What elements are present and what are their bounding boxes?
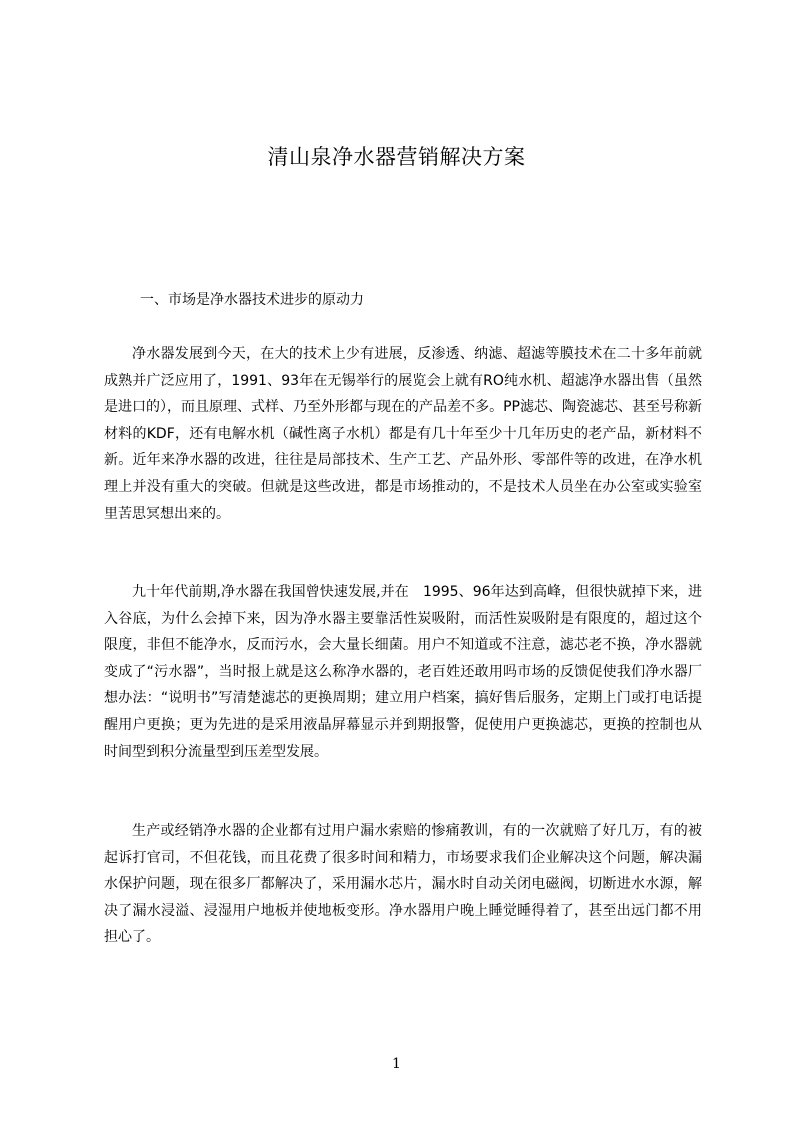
- document-title: 清山泉净水器营销解决方案: [267, 145, 526, 169]
- section-heading: 一、市场是净水器技术进步的原动力: [140, 292, 364, 308]
- page-number: 1: [392, 1056, 401, 1072]
- paragraph-3: 生产或经销净水器的企业都有过用户漏水索赔的惨痛教训，有的一次就赔了好几万，有的被起诉打官司，不但花钱，而且花费了很多时间和精力，市场要求我们企业解决这个问题，解决漏水保护问题，现在很多厂都解决了，采用漏水芯片，漏水时自动关闭电磁阀，切断进水水源，解决了漏水浸溢、浸湿用户地板并使地板变形。净水器用户晚上睡觉睡得着了，甚至出远门都不用担心了。: [104, 823, 702, 946]
- paragraph-2: 九十年代前期,净水器在我国曾快速发展,并在 1995、96年达到高峰，但很快就掉下来，进入谷底，为什么会掉下来，因为净水器主要靠活性炭吸附，而活性炭吸附是有限度的，超过这个限度，非但不能净水，反而污水，会大量长细菌。用户不知道或不注意，滤芯老不换，净水器就变成了“污水器”，当时报上就是这么称净水器的，老百姓还敢用吗市场的反馈促使我们净水器厂想办法：“说明书”写清楚滤芯的更换周期；建立用户档案，搞好售后服务，定期上门或打电话提醒用户更换；更为先进的是采用液晶屏幕显示并到期报警，促使用户更换滤芯，更换的控制也从时间型到积分流量型到压差型发展。: [104, 584, 702, 760]
- paragraph-1: 净水器发展到今天，在大的技术上少有进展，反渗透、纳滤、超滤等膜技术在二十多年前就成熟并广泛应用了，1991、93年在无锡举行的展览会上就有RO纯水机、超滤净水器出售（虽然是进口的），而且原理、式样、乃至外形都与现在的产品差不多。PP滤芯、陶瓷滤芯、甚至号称新材料的KDF，还有电解水机（碱性离子水机）都是有几十年至少十几年历史的老产品，新材料不新。近年来净水器的改进，往往是局部技术、生产工艺、产品外形、零部件等的改进，在净水机理上并没有重大的突破。但就是这些改进，都是市场推动的，不是技术人员坐在办公室或实验室里苦思冥想出来的。: [104, 346, 702, 522]
